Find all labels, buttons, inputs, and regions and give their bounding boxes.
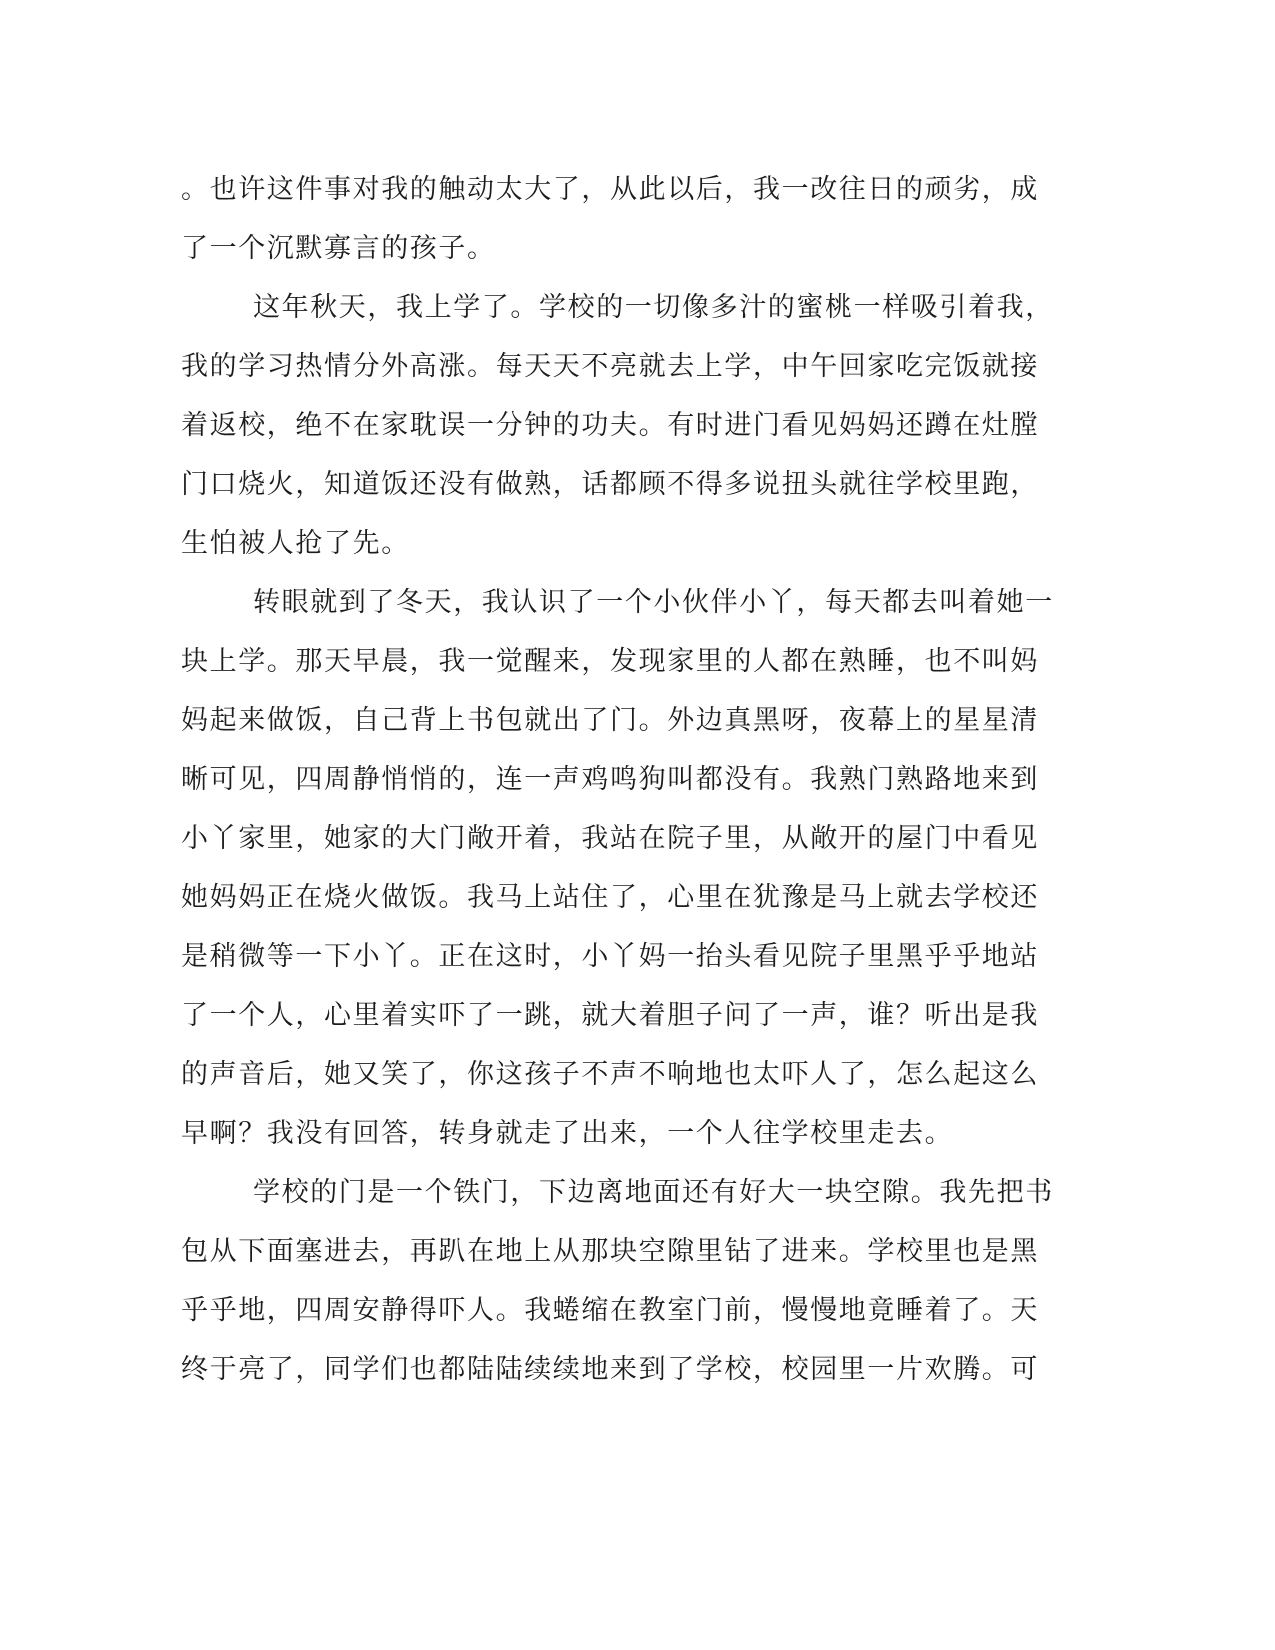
text-line: 终于亮了，同学们也都陆陆续续地来到了学校，校园里一片欢腾。可 xyxy=(181,1354,1039,1385)
paragraph-start-line: 学校的门是一个铁门，下边离地面还有好大一块空隙。我先把书 xyxy=(253,1177,1054,1208)
paragraph-start-line: 这年秋天，我上学了。学校的一切像多汁的蜜桃一样吸引着我， xyxy=(253,292,1054,323)
text-line: 了一个沉默寡言的孩子。 xyxy=(181,233,496,264)
text-line: 。也许这件事对我的触动太大了，从此以后，我一改往日的顽劣，成 xyxy=(181,174,1039,205)
text-line: 块上学。那天早晨，我一觉醒来，发现家里的人都在熟睡，也不叫妈 xyxy=(181,646,1039,677)
text-line: 的声音后，她又笑了，你这孩子不声不响地也太吓人了，怎么起这么 xyxy=(181,1059,1039,1090)
text-line: 门口烧火，知道饭还没有做熟，话都顾不得多说扭头就往学校里跑， xyxy=(181,469,1039,500)
text-line: 包从下面塞进去，再趴在地上从那块空隙里钻了进来。学校里也是黑 xyxy=(181,1236,1039,1267)
text-line: 了一个人，心里着实吓了一跳，就大着胆子问了一声，谁？听出是我 xyxy=(181,1000,1039,1031)
paragraph-start-line: 转眼就到了冬天，我认识了一个小伙伴小丫，每天都去叫着她一 xyxy=(253,587,1054,618)
text-line: 是稍微等一下小丫。正在这时，小丫妈一抬头看见院子里黑乎乎地站 xyxy=(181,941,1039,972)
text-line: 妈起来做饭，自己背上书包就出了门。外边真黑呀，夜幕上的星星清 xyxy=(181,705,1039,736)
text-line: 我的学习热情分外高涨。每天天不亮就去上学，中午回家吃完饭就接 xyxy=(181,351,1039,382)
text-line: 乎乎地，四周安静得吓人。我蜷缩在教室门前，慢慢地竟睡着了。天 xyxy=(181,1295,1039,1326)
text-line: 她妈妈正在烧火做饭。我马上站住了，心里在犹豫是马上就去学校还 xyxy=(181,882,1039,913)
text-line: 着返校，绝不在家耽误一分钟的功夫。有时进门看见妈妈还蹲在灶膛 xyxy=(181,410,1039,441)
body-text xyxy=(181,160,1054,1399)
text-line: 晰可见，四周静悄悄的，连一声鸡鸣狗叫都没有。我熟门熟路地来到 xyxy=(181,764,1039,795)
text-line: 早啊？我没有回答，转身就走了出来，一个人往学校里走去。 xyxy=(181,1118,954,1149)
text-line: 小丫家里，她家的大门敞开着，我站在院子里，从敞开的屋门中看见 xyxy=(181,823,1039,854)
text-line: 生怕被人抢了先。 xyxy=(181,528,410,559)
